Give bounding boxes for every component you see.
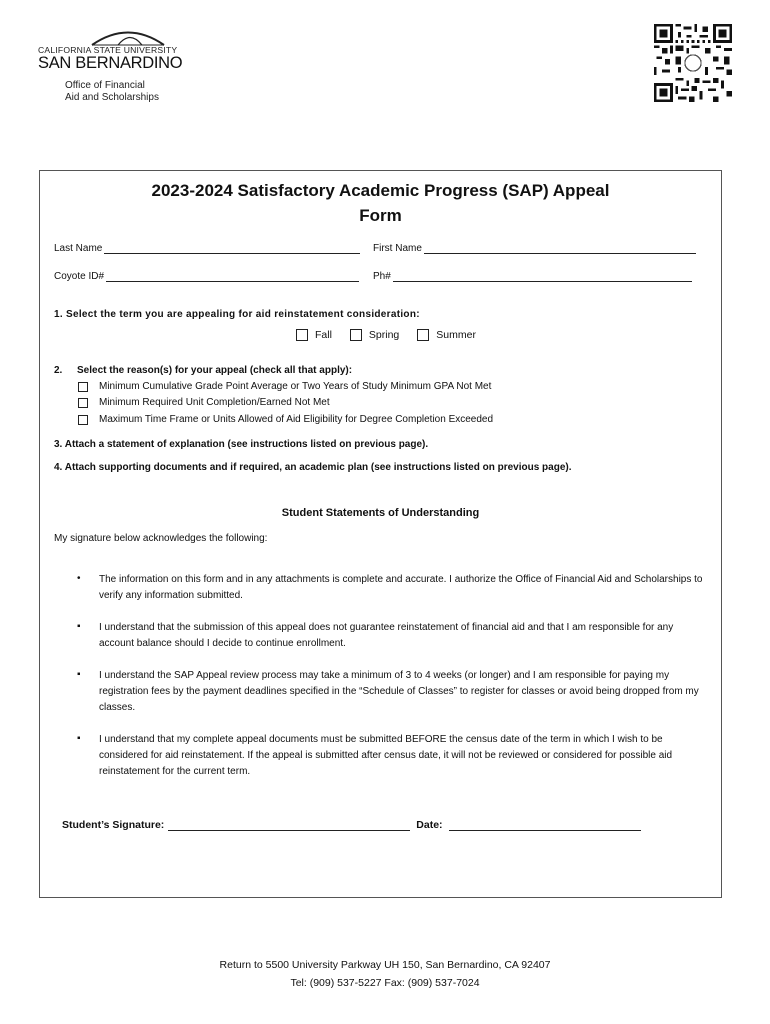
summer-label: Summer (436, 329, 476, 341)
last-name-row (54, 243, 360, 254)
statements-heading: Student Statements of Understanding (281, 507, 480, 519)
coyote-id-row (54, 271, 359, 282)
reason-gpa-checkbox[interactable] (78, 382, 88, 392)
statement-census-date: I understand that my complete appeal documents must be submitted BEFORE the census date of the term in which I wish to be considered for aid reinstatement. If the appeal is submitted after census date, it will not be reviewed or considered for possible aid reinstatement for the current term. (99, 734, 673, 777)
form-title: 2023-2024 Satisfactory Academic Progress (SAP) Appeal (151, 181, 610, 200)
signature-field[interactable] (168, 819, 410, 831)
reason-unit-completion-checkbox[interactable] (78, 398, 88, 408)
footer-address: Return to 5500 University Parkway UH 150, San Bernardino, CA 92407 (219, 959, 551, 971)
office-name-line1: Office of Financial (65, 80, 145, 91)
sap-appeal-form (39, 170, 722, 898)
last-name-field[interactable] (104, 243, 360, 254)
step4-label: 4. Attach supporting documents and if required, an academic plan (see instructions listed on previous page). (54, 462, 572, 473)
reason-max-time-frame (78, 414, 493, 425)
first-name-row (373, 243, 696, 254)
coyote-id-field[interactable] (106, 271, 359, 282)
step3-label: 3. Attach a statement of explanation (see instructions listed on previous page). (54, 439, 429, 450)
statement-accuracy: The information on this form and in any attachments is complete and accurate. I authorize the Office of Financial Aid and Scholarships to verify any information submitted. (99, 574, 703, 601)
step2-label: Select the reason(s) for your appeal (check all that apply): (77, 365, 353, 376)
reason-max-time-frame-label: Maximum Time Frame or Units Allowed of Aid Eligibility for Degree Completion Exceeded (99, 414, 494, 425)
signature-label: Student’s Signature: (62, 819, 165, 831)
fall-label: Fall (315, 329, 332, 341)
campus-name: SAN BERNARDINO (38, 54, 183, 72)
statement-no-guarantee: I understand that the submission of this appeal does not guarantee reinstatement of financial aid and that I am responsible for any account balance should I decide to continue enrollment. (99, 622, 674, 649)
phone-label: Ph# (373, 271, 391, 282)
statements-intro: My signature below acknowledges the following: (54, 533, 268, 544)
reason-unit-completion (78, 397, 330, 408)
term-options (296, 329, 494, 341)
last-name-label: Last Name (54, 243, 103, 254)
reason-gpa (78, 381, 491, 392)
step2-number: 2. (54, 365, 63, 376)
office-name-line2: Aid and Scholarships (65, 92, 159, 103)
csusb-arc-logo-icon (88, 26, 168, 46)
fall-checkbox[interactable] (296, 329, 308, 341)
phone-field[interactable] (393, 271, 692, 282)
signature-row (62, 819, 641, 831)
spring-checkbox[interactable] (350, 329, 362, 341)
reason-unit-completion-label: Minimum Required Unit Completion/Earned Not Met (99, 397, 330, 408)
reason-gpa-label: Minimum Cumulative Grade Point Average or Two Years of Study Minimum GPA Not Met (99, 381, 492, 392)
bullet-icon: • (77, 573, 81, 584)
phone-row (373, 271, 692, 282)
date-label: Date: (416, 819, 443, 831)
bullet-icon: ▪ (77, 621, 81, 632)
first-name-label: First Name (373, 243, 422, 254)
reason-max-time-frame-checkbox[interactable] (78, 415, 88, 425)
qr-code-icon (654, 24, 732, 102)
bullet-icon: ▪ (77, 669, 81, 680)
summer-checkbox[interactable] (417, 329, 429, 341)
step1-label: 1. Select the term you are appealing for aid reinstatement consideration: (54, 309, 420, 320)
bullet-icon: ▪ (77, 733, 81, 744)
spring-label: Spring (368, 329, 400, 341)
footer-contact: Tel: (909) 537-5227 Fax: (909) 537-7024 (290, 977, 480, 989)
form-title-continued: Form (359, 206, 402, 225)
first-name-field[interactable] (424, 243, 696, 254)
date-field[interactable] (449, 819, 641, 831)
coyote-id-label: Coyote ID# (54, 271, 105, 282)
statement-review-process: I understand the SAP Appeal review process may take a minimum of 3 to 4 weeks (or longer) and I am responsible for paying my registration fees by the payment deadlines specified in the “Schedule of Classes” to register for classes or avoid being dropped from my classes. (99, 670, 699, 713)
university-logo (38, 26, 198, 106)
university-name: CALIFORNIA STATE UNIVERSITY (38, 45, 178, 55)
